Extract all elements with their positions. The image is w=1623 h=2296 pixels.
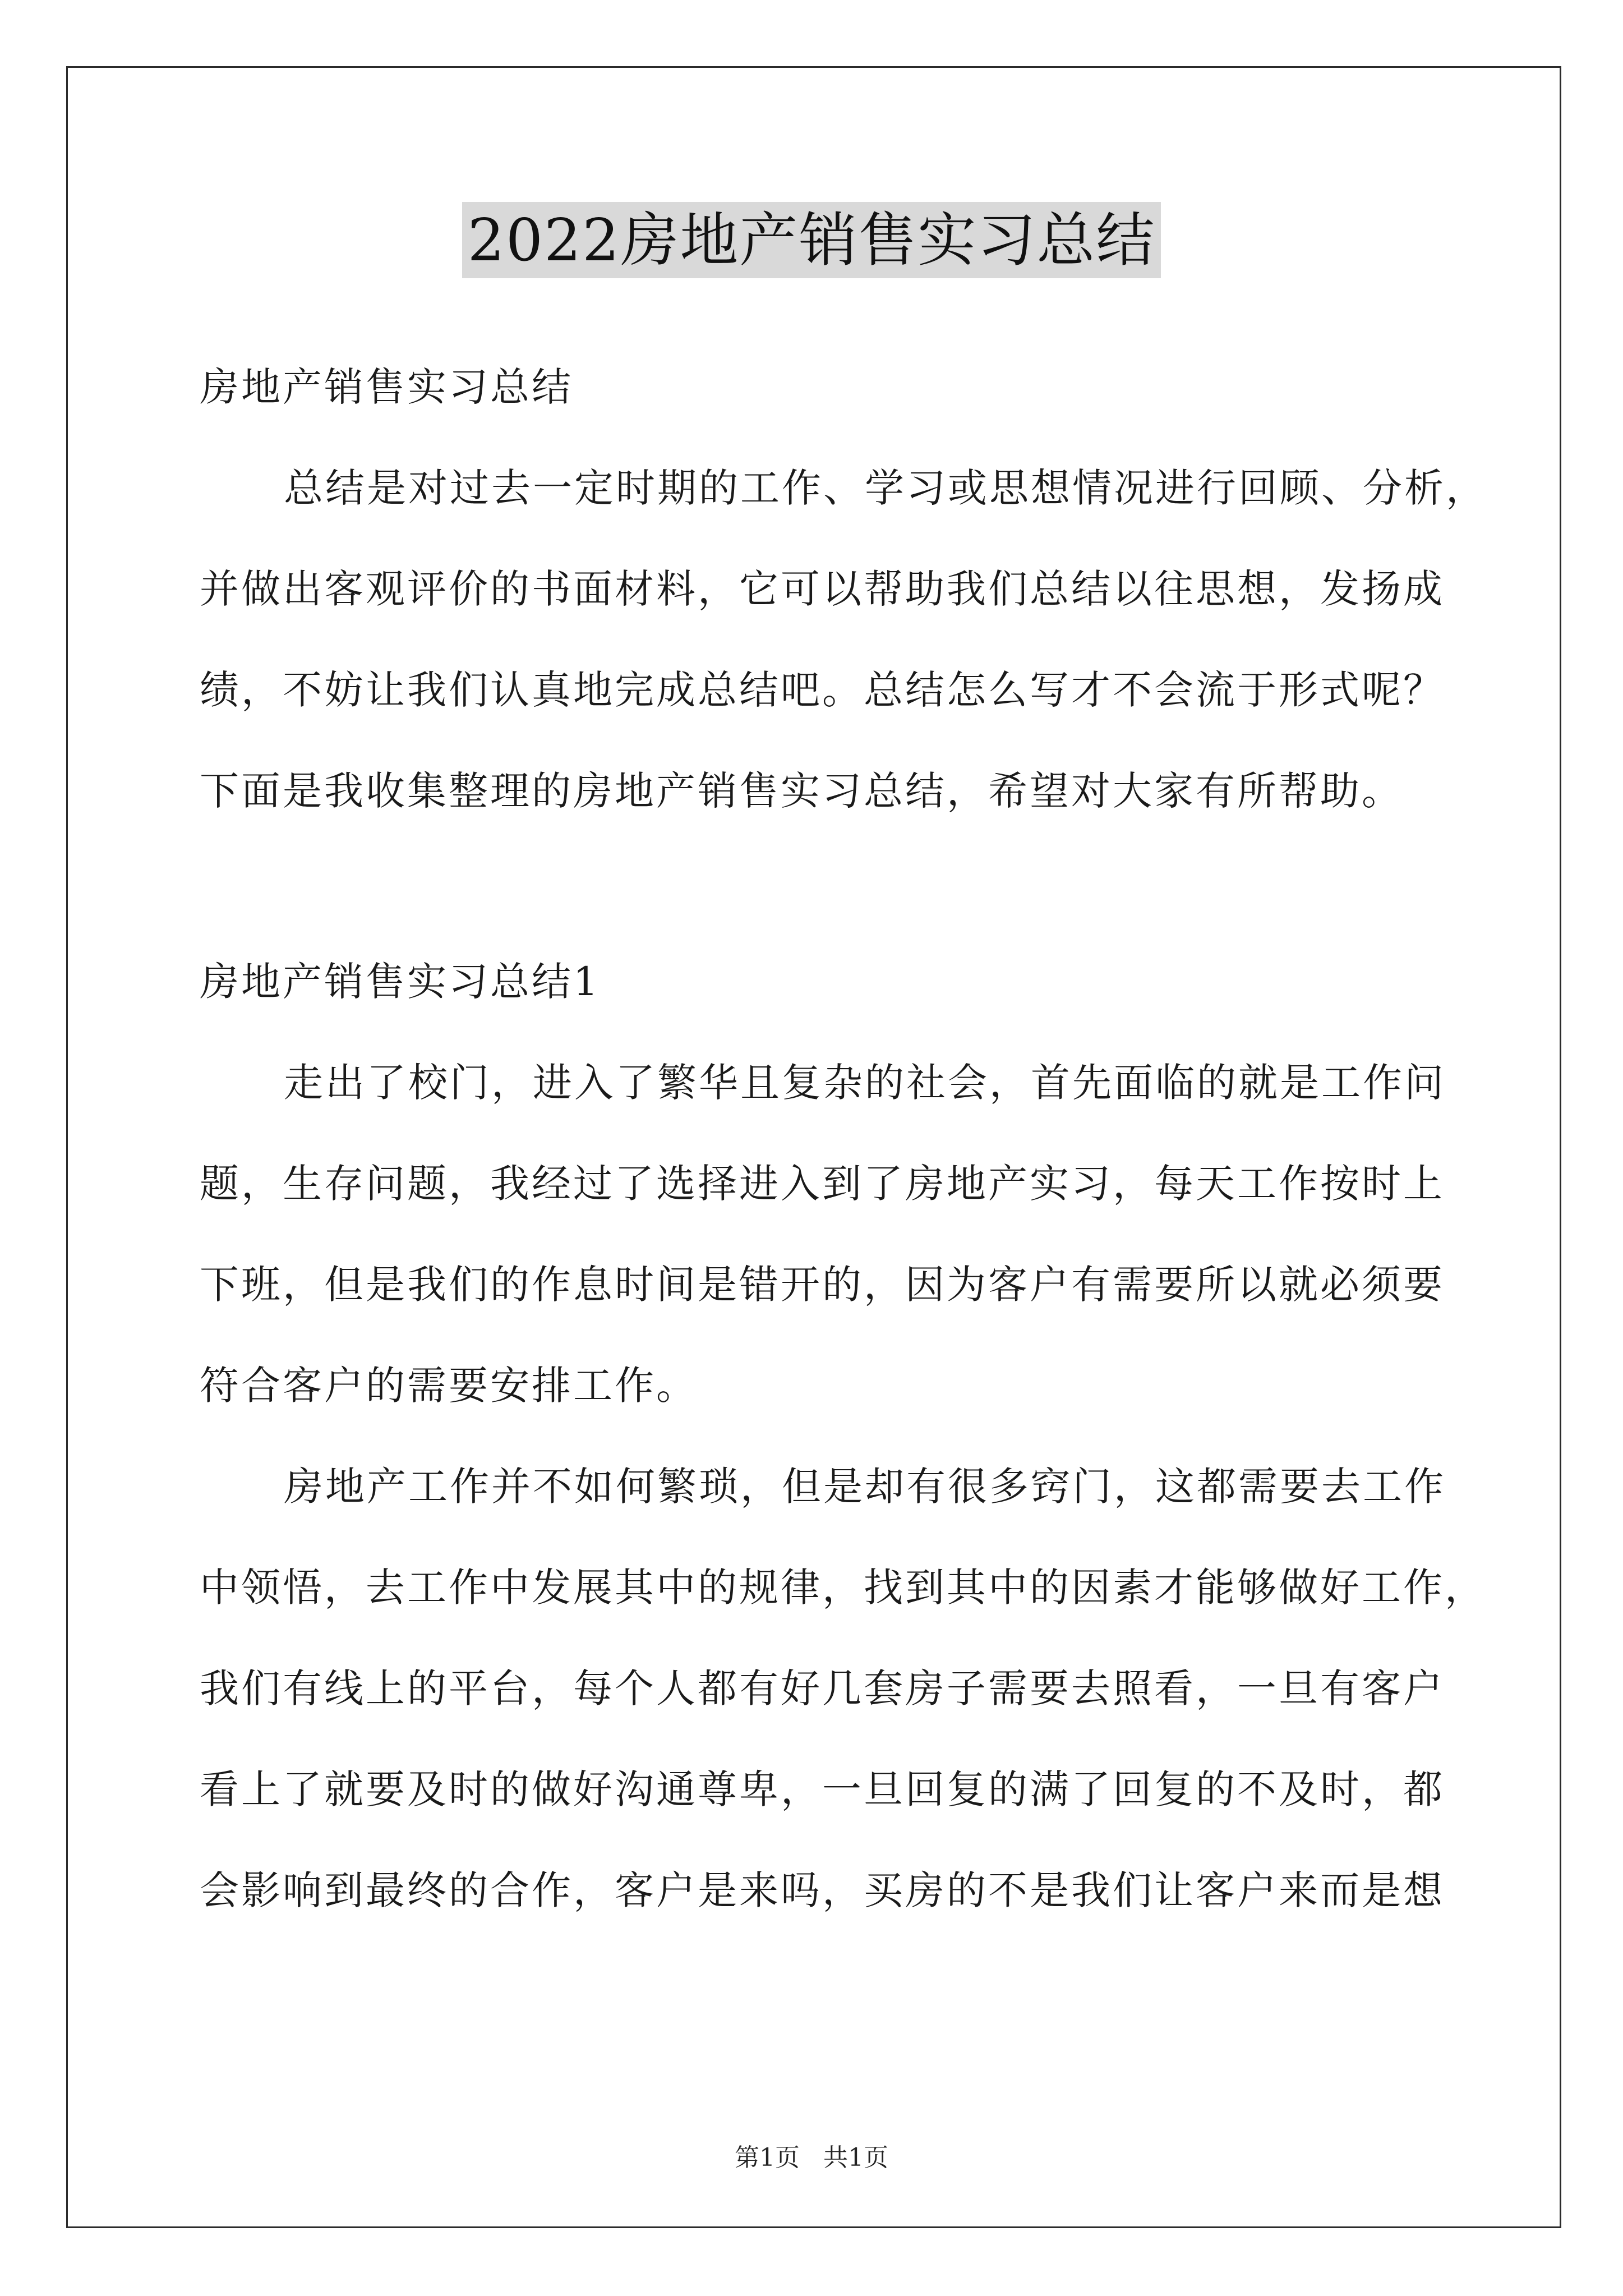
section1-paragraph-1 [200,1032,1446,1436]
title-wrap [0,202,1623,278]
paragraph-line: 看上了就要及时的做好沟通尊卑，一旦回复的满了回复的不及时，都 [200,1766,1445,1812]
document-title: 2022房地产销售实习总结 [462,202,1161,278]
paragraph-line: 房地产工作并不如何繁琐，但是却有很多窍门，这都需要去工作 [284,1464,1446,1510]
intro-line: 总结是对过去一定时期的工作、学习或思想情况进行回顾、分析， [284,465,1487,511]
paragraph-line: 符合客户的需要安排工作。 [200,1363,698,1409]
paragraph-line: 走出了校门，进入了繁华且复杂的社会，首先面临的就是工作问 [284,1060,1446,1106]
section1-paragraph-2 [200,1436,1486,1941]
paragraph-line: 会影响到最终的合作，客户是来吗，买房的不是我们让客户来而是想 [200,1867,1445,1913]
paragraph-line: 中领悟，去工作中发展其中的规律，找到其中的因素才能够做好工作， [200,1565,1486,1611]
paragraph-line: 题，生存问题，我经过了选择进入到了房地产实习，每天工作按时上 [200,1161,1445,1207]
intro-line: 并做出客观评价的书面材料，它可以帮助我们总结以往思想，发扬成 [200,566,1445,612]
intro-line: 绩，不妨让我们认真地完成总结吧。总结怎么写才不会流于形式呢？ [200,667,1445,713]
paragraph-line: 下班，但是我们的作息时间是错开的，因为客户有需要所以就必须要 [200,1262,1445,1308]
document-subtitle: 房地产销售实习总结 [200,364,573,410]
intro-paragraph [200,438,1487,841]
section-gap [200,841,1433,931]
document-body [200,337,1487,1941]
paragraph-line: 我们有线上的平台，每个人都有好几套房子需要去照看，一旦有客户 [200,1665,1445,1711]
page-number-footer: 第1页 共1页 [735,2143,888,2172]
intro-line: 下面是我收集整理的房地产销售实习总结，希望对大家有所帮助。 [200,768,1403,814]
section1-heading: 房地产销售实习总结1 [200,959,601,1005]
